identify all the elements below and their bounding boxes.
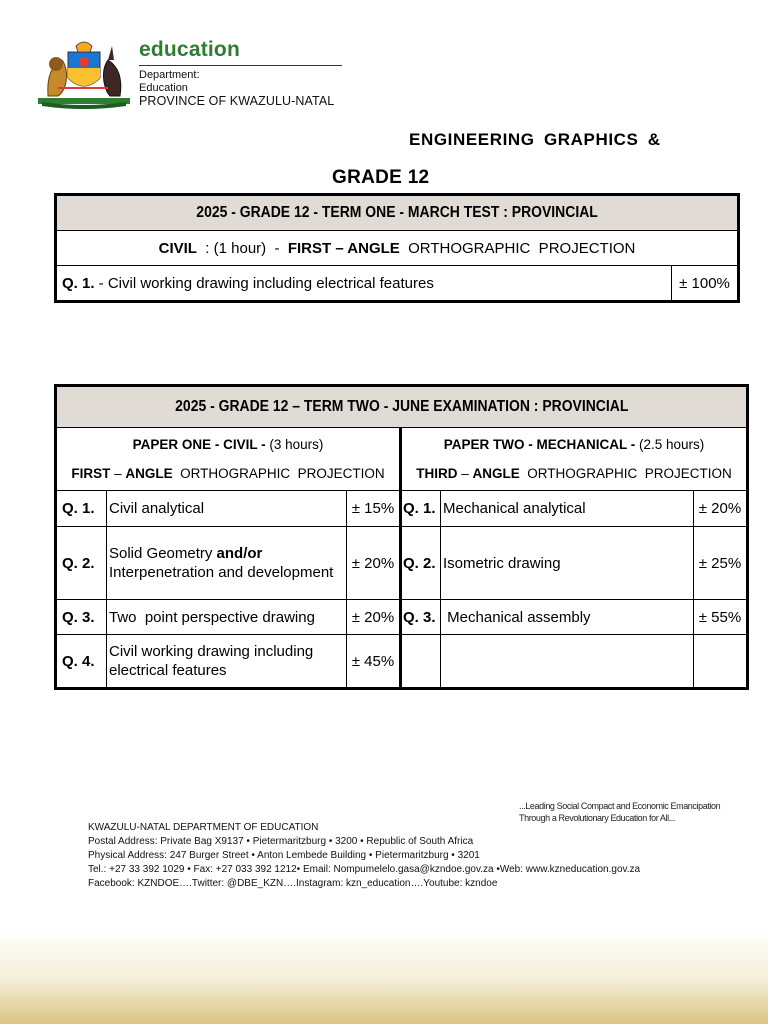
paper-two-header [401,428,748,491]
paper-two-duration: (2.5 hours) [638,437,705,452]
question-number: Q. 1. [401,491,441,527]
term-two-table [54,384,749,690]
projection-text: ORTHOGRAPHIC PROJECTION [399,239,636,257]
question-text: Two point perspective drawing [107,600,347,635]
table-row [56,527,748,600]
question-percent: ± 45% [347,635,401,689]
paper-two-label: PAPER TWO - MECHANICAL - [443,437,639,452]
paper-two-projection: ORTHOGRAPHIC PROJECTION [519,466,732,481]
footer-postal: Postal Address: Private Bag X9137 • Pietermaritzburg • 3200 • Republic of South Africa [88,836,474,847]
logo-divider [139,65,342,66]
question-cell [56,266,672,302]
subject-title: ENGINEERING GRAPHICS & [409,130,661,149]
grade-title: GRADE 12 [332,167,430,188]
table-row [56,266,739,302]
dept-name: Education [139,82,188,94]
footer-social: Facebook: KZNDOE….Twitter: @DBE_KZN….Instagram: kzn_education….Youtube: kzndoe [88,878,498,889]
question-text-bold: and/or [216,545,263,562]
footer-physical: Physical Address: 247 Burger Street • Anton Lembede Building • Pietermaritzburg • 3201 [88,850,480,861]
footer-contact-line: Tel.: +27 33 392 1029 • Fax: +27 033 392 1212• Email: Nompumelelo.gasa@kzndoe.gov.za •Web: www.kzneducation.gov.za [88,864,641,875]
paper-one-label: PAPER ONE - CIVIL - [132,437,270,452]
question-text-part: Interpenetration and development [109,564,334,581]
paper-one-duration: (3 hours) [269,437,324,452]
question-text-part: Solid Geometry [109,545,217,562]
question-percent: ± 15% [347,491,401,527]
paper-one-projection: ORTHOGRAPHIC PROJECTION [172,466,385,481]
footer-dept-name: KWAZULU-NATAL DEPARTMENT OF EDUCATION [88,822,319,833]
empty-cell [694,635,748,689]
paper-one-angle: FIRST [71,466,111,481]
question-number: Q. 2. [56,527,107,600]
angle-dash: – [110,466,126,481]
angle-dash: – [457,466,473,481]
angle-label: FIRST – ANGLE [287,239,400,257]
footer-contact [88,821,640,891]
question-percent: ± 20% [347,527,401,600]
table-row [56,600,748,635]
empty-cell [441,635,694,689]
question-number: Q. 2. [401,527,441,600]
education-wordmark: education [139,38,240,61]
question-percent: ± 25% [694,527,748,600]
term-two-title: 2025 - GRADE 12 – TERM TWO - JUNE EXAMINATION : PROVINCIAL [56,386,748,428]
tagline-line: ...Leading Social Compact and Economic Emancipation [519,801,721,811]
question-percent: ± 55% [694,600,748,635]
tagline-line: Through a Revolutionary Education for All... [519,813,675,823]
question-number: Q. 4. [56,635,107,689]
question-text: Isometric drawing [441,527,694,600]
term-one-subheader [56,231,739,266]
table-row [56,635,748,689]
table-row [56,491,748,527]
question-percent: ± 20% [347,600,401,635]
question-text: Mechanical analytical [441,491,694,527]
question-text: Civil analytical [107,491,347,527]
question-percent: ± 100% [672,266,739,302]
term-one-table [54,193,740,303]
province-name: PROVINCE OF KWAZULU-NATAL [139,94,335,108]
question-text: - Civil working drawing including electrical features [94,274,434,292]
paper-two-angle: THIRD [416,466,458,481]
question-text: Mechanical assembly [441,600,694,635]
civil-label: CIVIL [158,239,197,257]
question-percent: ± 20% [694,491,748,527]
question-number: Q. 3. [401,600,441,635]
question-text: Civil working drawing including electrical features [107,635,347,689]
term-one-title: 2025 - GRADE 12 - TERM ONE - MARCH TEST : PROVINCIAL [56,195,739,231]
department-logo [38,38,368,113]
duration-text: : (1 hour) - [196,239,288,257]
question-text [107,527,347,600]
angle-word: ANGLE [125,466,173,481]
footer-gradient [0,929,768,1024]
coat-of-arms-icon [38,38,130,110]
paper-one-header [56,428,401,491]
empty-cell [401,635,441,689]
dept-label: Department: [139,69,200,81]
question-number: Q. 1. [62,274,95,292]
angle-word: ANGLE [472,466,520,481]
question-number: Q. 1. [56,491,107,527]
question-number: Q. 3. [56,600,107,635]
